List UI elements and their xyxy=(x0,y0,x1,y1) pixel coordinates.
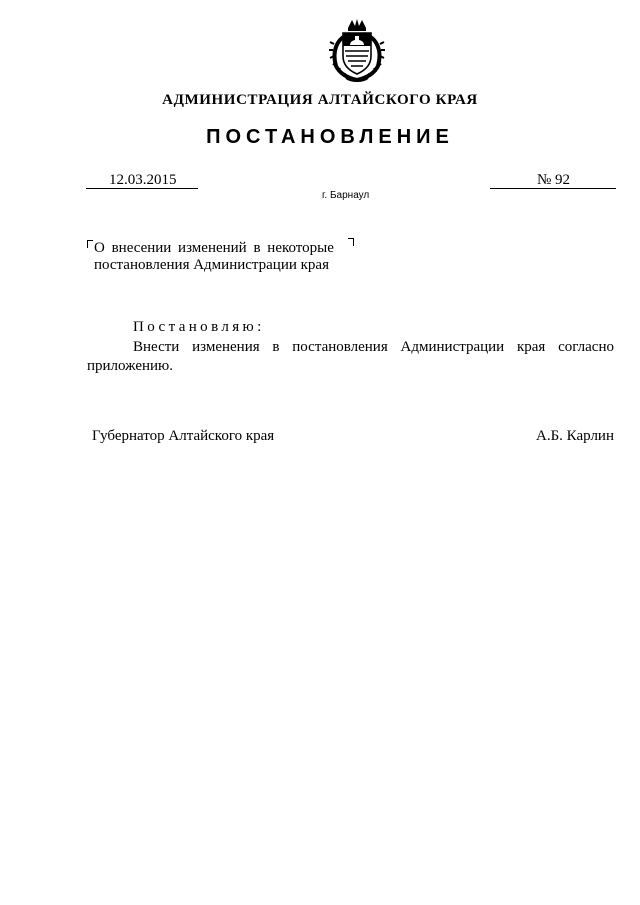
subject-bracket-left xyxy=(87,240,93,248)
document-subject xyxy=(94,240,334,274)
decree-word: Постановляю: xyxy=(133,319,265,335)
document-number: № 92 xyxy=(537,172,571,188)
organization-title: АДМИНИСТРАЦИЯ АЛТАЙСКОГО КРАЯ xyxy=(162,92,478,108)
coat-of-arms-emblem xyxy=(328,18,386,84)
subject-bracket-right xyxy=(348,238,354,246)
decree-body-text: Внести изменения в постановления Администрации края согласно приложению. xyxy=(87,339,614,374)
subject-line-1: О внесении изменений в некоторые xyxy=(94,240,334,256)
document-type-title: ПОСТАНОВЛЕНИЕ xyxy=(206,126,454,148)
subject-line-2: постановления Администрации края xyxy=(94,257,329,273)
signer-position: Губернатор Алтайского края xyxy=(92,428,275,444)
issue-city: г. Барнаул xyxy=(322,190,370,201)
document-date: 12.03.2015 xyxy=(109,172,177,188)
signer-name: А.Б. Карлин xyxy=(535,428,614,444)
